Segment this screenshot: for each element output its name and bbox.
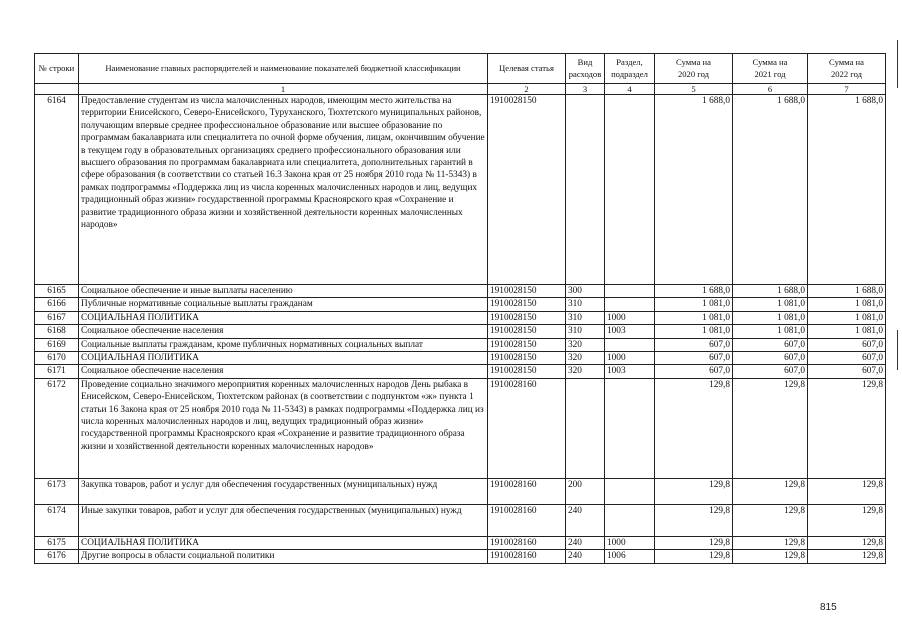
sum-2021-cell: 129,8 bbox=[733, 536, 808, 549]
sum-2022-cell: 607,0 bbox=[808, 352, 886, 365]
row-number-cell: 6175 bbox=[35, 536, 79, 549]
table-row bbox=[35, 325, 886, 338]
table-row bbox=[35, 550, 886, 563]
sum-2020-cell: 129,8 bbox=[655, 550, 733, 563]
header-row-number: № строки bbox=[35, 54, 79, 84]
table-row bbox=[35, 352, 886, 365]
row-name-cell: Закупка товаров, работ и услуг для обеспечения государственных (муниципальных) нужд bbox=[79, 478, 488, 504]
section-cell bbox=[605, 298, 655, 311]
sum-2021-cell: 1 688,0 bbox=[733, 95, 808, 285]
section-cell bbox=[605, 378, 655, 478]
header-target-article: Целевая статья bbox=[488, 54, 566, 84]
budget-table bbox=[34, 53, 886, 564]
expense-kind-cell: 240 bbox=[566, 504, 605, 536]
sum-2021-cell: 1 688,0 bbox=[733, 285, 808, 298]
header-row bbox=[35, 54, 886, 84]
expense-kind-cell: 240 bbox=[566, 536, 605, 549]
row-number-cell: 6169 bbox=[35, 338, 79, 351]
sum-2021-cell: 1 081,0 bbox=[733, 298, 808, 311]
row-name-cell: Другие вопросы в области социальной политики bbox=[79, 550, 488, 563]
target-article-cell: 1910028160 bbox=[488, 478, 566, 504]
row-name-cell: Иные закупки товаров, работ и услуг для обеспечения государственных (муниципальных) нужд bbox=[79, 504, 488, 536]
target-article-cell: 1910028160 bbox=[488, 504, 566, 536]
target-article-cell: 1910028160 bbox=[488, 536, 566, 549]
column-number-row bbox=[35, 84, 886, 95]
row-name-cell: СОЦИАЛЬНАЯ ПОЛИТИКА bbox=[79, 352, 488, 365]
expense-kind-cell bbox=[566, 95, 605, 285]
sum-2022-cell: 129,8 bbox=[808, 550, 886, 563]
row-name-cell: Проведение социально значимого мероприятия коренных малочисленных народов День рыбака в Енисейском, Северо-Енисейском, Тюхтетском районах (в соответствии с подпунктом «ж» пункта 1 статьи 16 Закона края от 25 ноября 2010 года № 11-5343) в рамках подпрограммы «Поддержка лиц из числа коренных малочисленных народов и лиц, ведущих традиционный образ жизни» государственной программы Красноярского края «Сохранение и развитие традиционного образа жизни и хозяйственной деятельности коренных малочисленных народов» bbox=[79, 378, 488, 478]
target-article-cell: 1910028160 bbox=[488, 378, 566, 478]
sum-2021-cell: 1 081,0 bbox=[733, 325, 808, 338]
scan-edge-mark bbox=[897, 330, 898, 370]
sum-2021-cell: 129,8 bbox=[733, 504, 808, 536]
row-number-cell: 6165 bbox=[35, 285, 79, 298]
header-sum-2022: Сумма на 2022 год bbox=[808, 54, 886, 84]
sum-2020-cell: 129,8 bbox=[655, 478, 733, 504]
sum-2020-cell: 1 081,0 bbox=[655, 298, 733, 311]
section-cell bbox=[605, 504, 655, 536]
sum-2020-cell: 1 688,0 bbox=[655, 95, 733, 285]
row-number-cell: 6172 bbox=[35, 378, 79, 478]
table-row bbox=[35, 365, 886, 378]
column-number: 5 bbox=[655, 84, 733, 95]
expense-kind-cell: 300 bbox=[566, 285, 605, 298]
section-cell: 1006 bbox=[605, 550, 655, 563]
row-number-cell: 6174 bbox=[35, 504, 79, 536]
table-row bbox=[35, 504, 886, 536]
target-article-cell: 1910028150 bbox=[488, 352, 566, 365]
table-row bbox=[35, 536, 886, 549]
sum-2020-cell: 607,0 bbox=[655, 352, 733, 365]
header-expense-kind: Вид расходов bbox=[566, 54, 605, 84]
expense-kind-cell: 200 bbox=[566, 478, 605, 504]
sum-2022-cell: 129,8 bbox=[808, 378, 886, 478]
section-cell bbox=[605, 478, 655, 504]
table-row bbox=[35, 478, 886, 504]
column-number: 2 bbox=[488, 84, 566, 95]
expense-kind-cell: 310 bbox=[566, 311, 605, 324]
sum-2021-cell: 607,0 bbox=[733, 338, 808, 351]
sum-2020-cell: 129,8 bbox=[655, 378, 733, 478]
column-number: 7 bbox=[808, 84, 886, 95]
row-name-cell: СОЦИАЛЬНАЯ ПОЛИТИКА bbox=[79, 311, 488, 324]
table-row bbox=[35, 378, 886, 478]
column-number-blank bbox=[35, 84, 79, 95]
section-cell: 1003 bbox=[605, 325, 655, 338]
row-number-cell: 6176 bbox=[35, 550, 79, 563]
sum-2020-cell: 129,8 bbox=[655, 504, 733, 536]
sum-2022-cell: 1 081,0 bbox=[808, 325, 886, 338]
page-number: 815 bbox=[820, 602, 837, 613]
section-cell bbox=[605, 95, 655, 285]
table-row bbox=[35, 95, 886, 285]
target-article-cell: 1910028150 bbox=[488, 365, 566, 378]
sum-2021-cell: 607,0 bbox=[733, 352, 808, 365]
row-name-cell: Публичные нормативные социальные выплаты гражданам bbox=[79, 298, 488, 311]
row-number-cell: 6167 bbox=[35, 311, 79, 324]
section-cell: 1000 bbox=[605, 352, 655, 365]
expense-kind-cell: 320 bbox=[566, 365, 605, 378]
row-name-cell: Социальные выплаты гражданам, кроме публичных нормативных социальных выплат bbox=[79, 338, 488, 351]
header-sum-2020: Сумма на 2020 год bbox=[655, 54, 733, 84]
sum-2021-cell: 129,8 bbox=[733, 478, 808, 504]
row-number-cell: 6164 bbox=[35, 95, 79, 285]
row-name-cell: СОЦИАЛЬНАЯ ПОЛИТИКА bbox=[79, 536, 488, 549]
sum-2021-cell: 607,0 bbox=[733, 365, 808, 378]
table-row bbox=[35, 338, 886, 351]
sum-2020-cell: 607,0 bbox=[655, 365, 733, 378]
header-section: Раздел, подраздел bbox=[605, 54, 655, 84]
row-name-cell: Предоставление студентам из числа малочисленных народов, имеющим место жительства на территории Енисейского, Северо-Енисейского, Туруханского, Тюхтетского муниципальных районов, получающим впервые среднее профессиональное образование или высшее образование по программам бакалавриата или специалитета по очной форме обучения, лицам, окончившим обучение в текущем году в образовательных организациях среднего профессионального образования или высшего образования по программам бакалавриата или специалитета, дополнительных гарантий в сфере образования (в соответствии со статьей 16.3 Закона края от 25 ноября 2010 года № 11-5343) в рамках подпрограммы «Поддержка лиц из числа коренных малочисленных народов и лиц, ведущих традиционный образ жизни» государственной программы Красноярского края «Сохранение и развитие традиционного образа жизни и хозяйственной деятельности коренных малочисленных народов» bbox=[79, 95, 488, 285]
row-name-cell: Социальное обеспечение населения bbox=[79, 325, 488, 338]
sum-2022-cell: 1 688,0 bbox=[808, 95, 886, 285]
sum-2022-cell: 607,0 bbox=[808, 338, 886, 351]
column-number: 1 bbox=[79, 84, 488, 95]
sum-2021-cell: 129,8 bbox=[733, 550, 808, 563]
budget-sheet bbox=[34, 53, 885, 564]
section-cell bbox=[605, 285, 655, 298]
sum-2020-cell: 1 081,0 bbox=[655, 325, 733, 338]
sum-2022-cell: 1 688,0 bbox=[808, 285, 886, 298]
row-number-cell: 6173 bbox=[35, 478, 79, 504]
sum-2020-cell: 607,0 bbox=[655, 338, 733, 351]
sum-2020-cell: 129,8 bbox=[655, 536, 733, 549]
target-article-cell: 1910028150 bbox=[488, 325, 566, 338]
section-cell: 1000 bbox=[605, 536, 655, 549]
sum-2022-cell: 129,8 bbox=[808, 536, 886, 549]
expense-kind-cell: 310 bbox=[566, 298, 605, 311]
sum-2020-cell: 1 688,0 bbox=[655, 285, 733, 298]
sum-2022-cell: 129,8 bbox=[808, 478, 886, 504]
row-number-cell: 6166 bbox=[35, 298, 79, 311]
header-name: Наименование главных распорядителей и наименование показателей бюджетной классификации bbox=[79, 54, 488, 84]
sum-2020-cell: 1 081,0 bbox=[655, 311, 733, 324]
sum-2022-cell: 607,0 bbox=[808, 365, 886, 378]
row-number-cell: 6168 bbox=[35, 325, 79, 338]
row-number-cell: 6170 bbox=[35, 352, 79, 365]
row-name-cell: Социальное обеспечение и иные выплаты населению bbox=[79, 285, 488, 298]
section-cell: 1003 bbox=[605, 365, 655, 378]
table-row bbox=[35, 311, 886, 324]
target-article-cell: 1910028150 bbox=[488, 285, 566, 298]
expense-kind-cell: 320 bbox=[566, 338, 605, 351]
expense-kind-cell: 310 bbox=[566, 325, 605, 338]
sum-2021-cell: 129,8 bbox=[733, 378, 808, 478]
target-article-cell: 1910028150 bbox=[488, 338, 566, 351]
target-article-cell: 1910028160 bbox=[488, 550, 566, 563]
section-cell bbox=[605, 338, 655, 351]
header-sum-2021: Сумма на 2021 год bbox=[733, 54, 808, 84]
table-row bbox=[35, 298, 886, 311]
column-number: 3 bbox=[566, 84, 605, 95]
row-number-cell: 6171 bbox=[35, 365, 79, 378]
scan-edge-mark bbox=[897, 40, 898, 88]
expense-kind-cell: 240 bbox=[566, 550, 605, 563]
column-number: 4 bbox=[605, 84, 655, 95]
expense-kind-cell: 320 bbox=[566, 352, 605, 365]
expense-kind-cell bbox=[566, 378, 605, 478]
sum-2021-cell: 1 081,0 bbox=[733, 311, 808, 324]
sum-2022-cell: 1 081,0 bbox=[808, 311, 886, 324]
sum-2022-cell: 1 081,0 bbox=[808, 298, 886, 311]
target-article-cell: 1910028150 bbox=[488, 311, 566, 324]
target-article-cell: 1910028150 bbox=[488, 95, 566, 285]
table-row bbox=[35, 285, 886, 298]
target-article-cell: 1910028150 bbox=[488, 298, 566, 311]
column-number: 6 bbox=[733, 84, 808, 95]
row-name-cell: Социальное обеспечение населения bbox=[79, 365, 488, 378]
section-cell: 1000 bbox=[605, 311, 655, 324]
sum-2022-cell: 129,8 bbox=[808, 504, 886, 536]
